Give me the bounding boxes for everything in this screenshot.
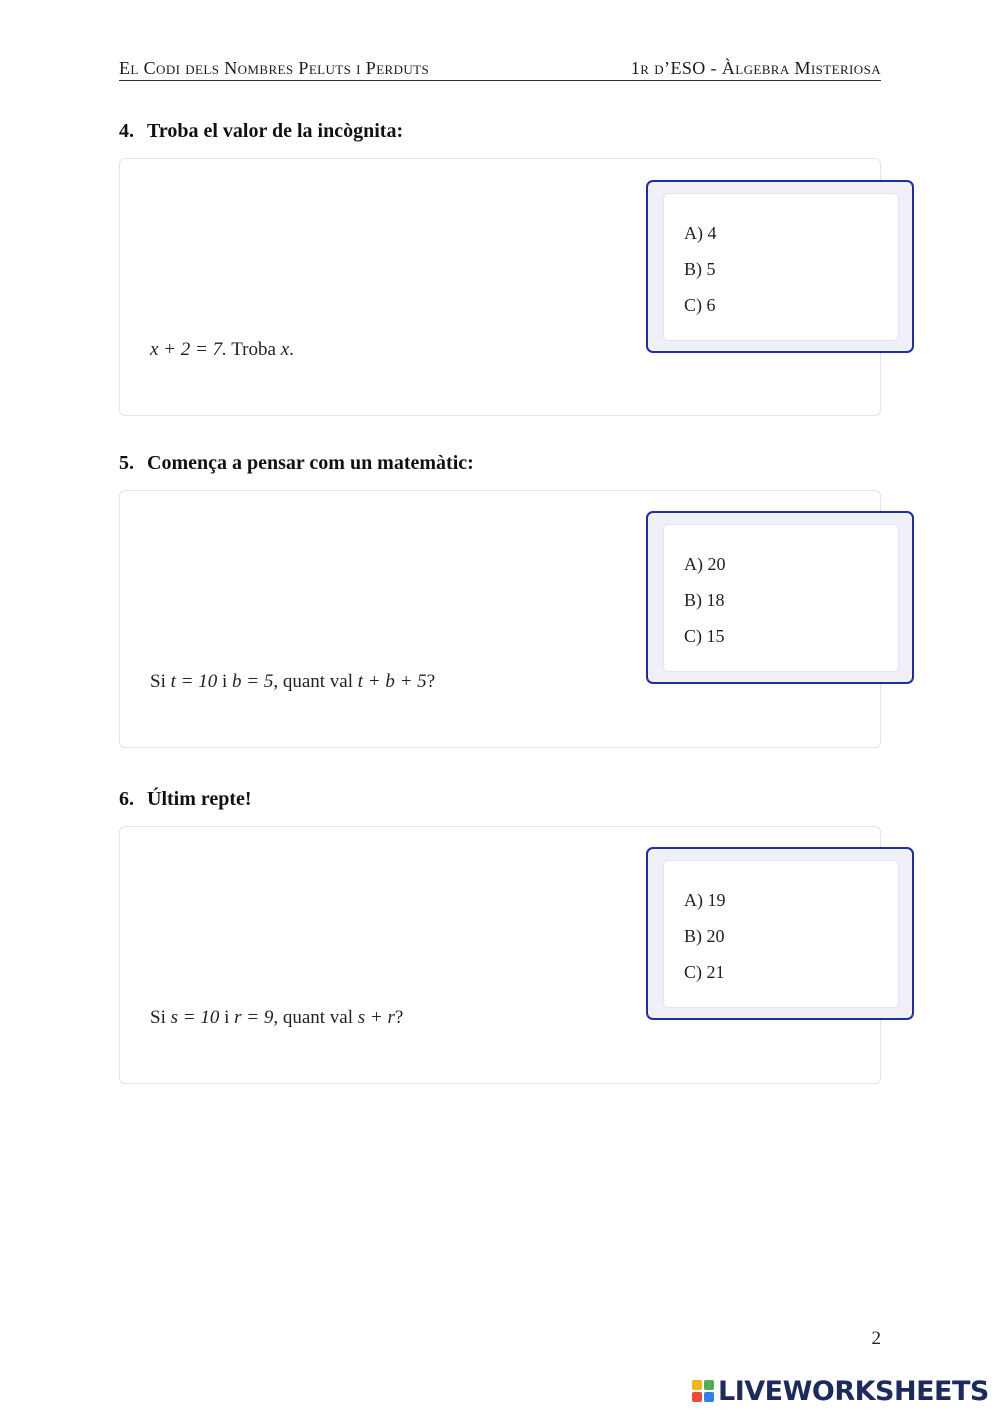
equation: b = 5 xyxy=(232,671,274,692)
question-5-statement xyxy=(150,671,435,693)
question-number: 5. xyxy=(119,452,134,474)
question-title: Últim repte! xyxy=(147,788,252,810)
question-title: Troba el valor de la incògnita: xyxy=(147,120,404,142)
course-title: 1r d’ESO - Àlgebra Misteriosa xyxy=(630,58,881,78)
page-header xyxy=(119,58,881,81)
option-a[interactable]: A) 20 xyxy=(684,554,726,574)
question-title: Comença a pensar com un matemàtic: xyxy=(147,452,474,474)
option-b[interactable]: B) 20 xyxy=(684,926,725,946)
statement-end: ? xyxy=(426,671,436,692)
question-number: 4. xyxy=(119,120,134,142)
logo-cell xyxy=(704,1380,714,1390)
liveworksheets-logo xyxy=(692,1373,989,1409)
brand-name: LIVEWORKSHEETS xyxy=(718,1375,989,1407)
equation: t = 10 xyxy=(170,671,218,692)
question-4-heading xyxy=(119,120,403,143)
option-b[interactable]: B) 5 xyxy=(684,259,716,279)
statement-text: Si xyxy=(150,1007,171,1028)
question-6-options xyxy=(646,847,914,1020)
logo-cell xyxy=(704,1392,714,1402)
options-panel xyxy=(663,524,899,672)
option-a[interactable]: A) 19 xyxy=(684,890,726,910)
statement-text: i xyxy=(219,1007,235,1028)
statement-end: ? xyxy=(394,1007,404,1028)
logo-mark-icon xyxy=(692,1380,714,1402)
expression: s + r xyxy=(357,1007,395,1028)
question-5-options xyxy=(646,511,914,684)
equation: r = 9 xyxy=(234,1007,274,1028)
option-b[interactable]: B) 18 xyxy=(684,590,725,610)
statement-text: Troba xyxy=(226,339,281,360)
page-number: 2 xyxy=(871,1328,881,1349)
options-panel xyxy=(663,860,899,1008)
logo-cell xyxy=(692,1392,702,1402)
statement-text: i xyxy=(217,671,232,692)
question-6-heading xyxy=(119,788,252,811)
expression: t + b + 5 xyxy=(357,671,427,692)
statement-end: . xyxy=(289,339,294,360)
question-number: 6. xyxy=(119,788,134,810)
question-6-statement xyxy=(150,1007,403,1029)
variable: x xyxy=(280,339,290,360)
question-4-statement xyxy=(150,339,294,361)
statement-text: , quant val xyxy=(273,1007,358,1028)
statement-text: , quant val xyxy=(273,671,358,692)
option-a[interactable]: A) 4 xyxy=(684,223,717,243)
logo-cell xyxy=(692,1380,702,1390)
document-title: El Codi dels Nombres Peluts i Perduts xyxy=(119,58,430,78)
option-c[interactable]: C) 6 xyxy=(684,295,716,315)
equation: s = 10 xyxy=(170,1007,220,1028)
equation: x + 2 = 7. xyxy=(150,339,227,360)
options-panel xyxy=(663,193,899,341)
option-c[interactable]: C) 15 xyxy=(684,626,725,646)
statement-text: Si xyxy=(150,671,171,692)
question-4-options xyxy=(646,180,914,353)
question-5-heading xyxy=(119,452,474,475)
option-c[interactable]: C) 21 xyxy=(684,962,725,982)
